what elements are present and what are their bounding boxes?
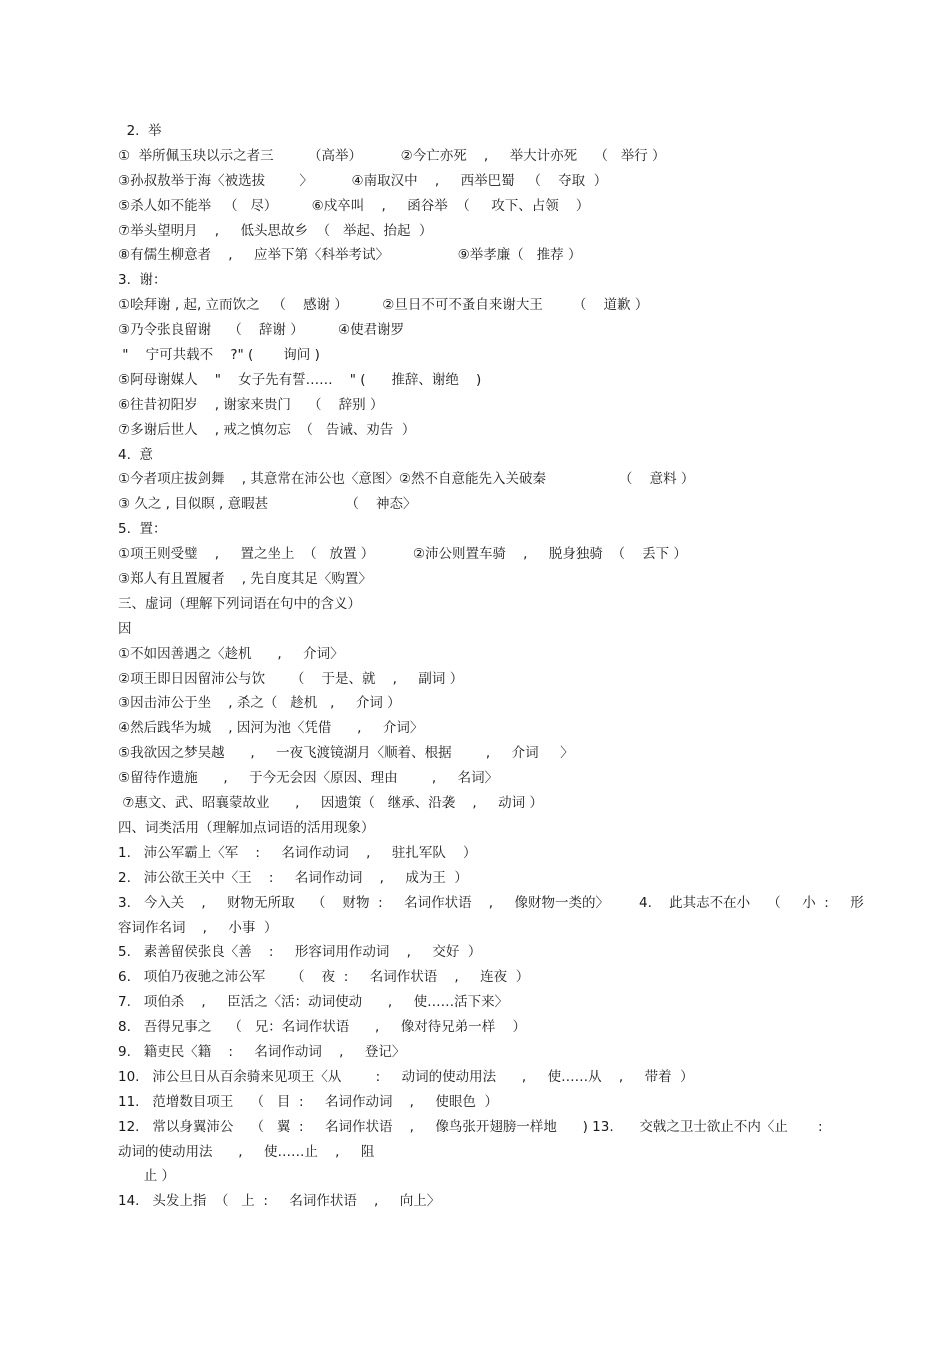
text-line: 8. 吾得兄事之 （ 兄：名词作状语 , 像对待兄弟一样 ） (118, 1019, 526, 1036)
text-line: ①不如因善遇之〈趁机 , 介词〉 (118, 645, 344, 662)
text-line: 2. 举 (118, 123, 162, 139)
text-line: ⑦惠文、武、昭襄蒙故业 , 因遗策（ 继承、沿袭 , 动词 ） (118, 795, 543, 812)
text-line: " 宁可共载不 ?" ( 询问 ) (118, 347, 320, 364)
section-heading: 三、虚词（理解下列词语在句中的含义） (118, 595, 361, 612)
text-line: 3. 谢： (118, 272, 167, 289)
text-line: ④然后践华为城 , 因河为池〈凭借 , 介词〉 (118, 720, 424, 737)
text-line: ⑤杀人如不能举 （ 尽） ⑥戍卒叫 , 函谷举 （ 攻下、占领 ） (118, 197, 590, 214)
document-body (118, 119, 864, 1214)
text-line: ③ 久之 , 目似瞑 , 意暇甚 （ 神态〉 (118, 496, 417, 513)
text-line: ①哙拜谢 , 起, 立而饮之 （ 感谢 ） ②旦日不可不蚤自来谢大王 （ 道歉 ） (118, 297, 649, 314)
text-line: ⑧有儒生柳意者 , 应举下第〈科举考试〉 ⑨举孝廉（ 推荐 ） (118, 247, 582, 264)
text-line: 12. 常以身翼沛公 （ 翼 : 名词作状语 , 像鸟张开翅膀一样地 ) 13. 交戟之卫士欲止不内〈止 : (118, 1118, 823, 1135)
text-line: 7. 项伯杀 , 臣活之〈活：动词使动 , 使……活下来〉 (118, 994, 509, 1011)
text-line: ②项王即日因留沛公与饮 （ 于是、就 , 副词 ） (118, 670, 464, 687)
text-line: ①今者项庄拔剑舞 , 其意常在沛公也〈意图〉②然不自意能先入关破秦 （ 意料 ） (118, 471, 695, 488)
text-line: ⑤我欲因之梦吴越 , 一夜飞渡镜湖月〈顺着、根据 , 介词 〉 (118, 745, 574, 762)
text-line: ① 举所佩玉玦以示之者三 （高举） ②今亡亦死 , 举大计亦死 （ 举行 ） (118, 147, 666, 164)
text-line: 14. 头发上指 （ 上 : 名词作状语 , 向上〉 (118, 1193, 441, 1210)
text-line: 因 (118, 620, 132, 637)
text-line: 容词作名词 , 小事 ） (118, 919, 278, 936)
text-line: 3. 今入关 , 财物无所取 （ 财物 : 名词作状语 , 像财物一类的〉 4. 此其志不在小 （ 小 : 形 (118, 894, 864, 911)
text-line: 11. 范增数目项王 （ 目 : 名词作动词 , 使眼色 ） (118, 1093, 498, 1110)
text-line: ③乃令张良留谢 （ 辞谢 ） ④使君谢罗 (118, 322, 405, 339)
text-line: ⑥往昔初阳岁 , 谢家来贵门 （ 辞别 ） (118, 396, 384, 413)
text-line: 5. 素善留侯张良〈善 : 形容词用作动词 , 交好 ） (118, 944, 482, 961)
text-line: 10. 沛公旦日从百余骑来见项王〈从 : 动词的使动用法 , 使……从 , 带着 ） (118, 1068, 694, 1085)
text-line: ③孙叔敖举于海〈被选拔 〉 ④南取汉中 , 西举巴蜀 （ 夺取 ） (118, 172, 608, 189)
text-line: 4. 意 (118, 446, 153, 463)
text-line: ①项王则受璧 , 置之坐上 （ 放置 ） ②沛公则置车骑 , 脱身独骑 （ 丢下 ） (118, 546, 687, 563)
text-line: 1. 沛公军霸上〈军 : 名词作动词 , 驻扎军队 ） (118, 844, 477, 861)
text-line: ③郑人有且置履者 , 先自度其足〈购置〉 (118, 571, 372, 588)
text-line: ⑦举头望明月 , 低头思故乡 （ 举起、抬起 ） (118, 222, 433, 239)
text-line: 动词的使动用法 , 使……止 , 阻 (118, 1143, 375, 1160)
text-line: 止 ） (118, 1168, 176, 1185)
text-line: ③因击沛公于坐 , 杀之（ 趁机 , 介词 ） (118, 695, 401, 712)
text-line: 5. 置： (118, 521, 167, 538)
text-line: 2. 沛公欲王关中〈王 : 名词作动词 , 成为王 ） (118, 869, 468, 886)
text-line: 9. 籍吏民〈籍 : 名词作动词 , 登记〉 (118, 1043, 406, 1060)
text-line: ⑦多谢后世人 , 戒之慎勿忘 （ 告诫、劝告 ） (118, 421, 416, 438)
text-line: ⑤阿母谢媒人 " 女子先有誓…… " ( 推辞、谢绝 ) (118, 371, 482, 388)
section-heading: 四、词类活用（理解加点词语的活用现象） (118, 819, 375, 836)
text-line: 6. 项伯乃夜驰之沛公军 （ 夜 : 名词作状语 , 连夜 ） (118, 969, 530, 986)
text-line: ⑤留待作遗施 , 于今无会因〈原因、理由 , 名词〉 (118, 770, 499, 787)
